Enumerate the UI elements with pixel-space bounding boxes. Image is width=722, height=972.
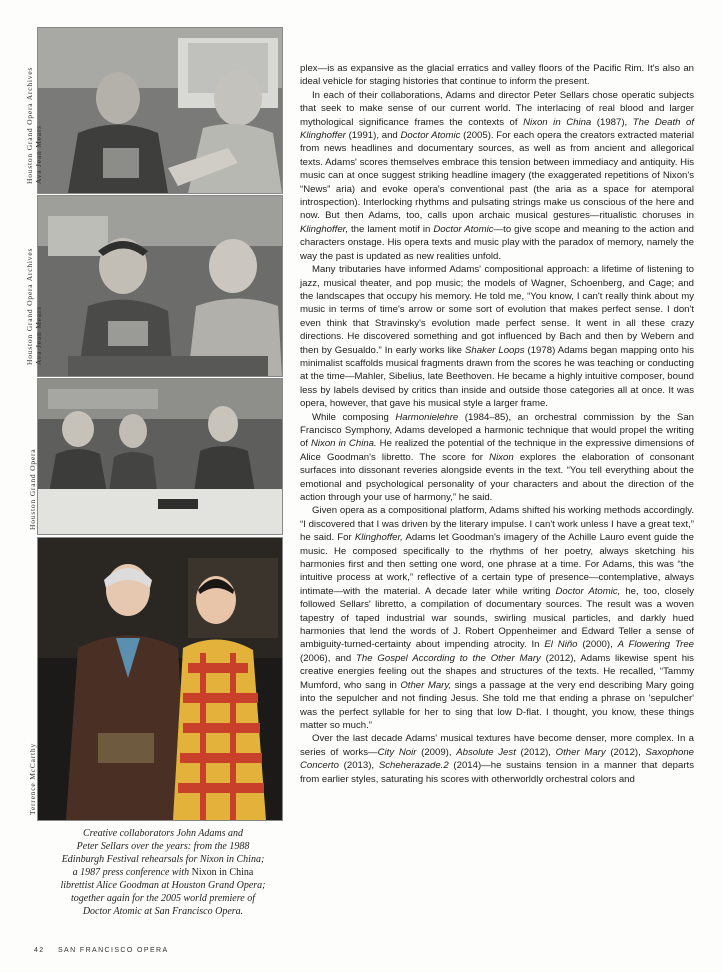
caption-line: Doctor Atomic at San Francisco Opera. [82, 906, 244, 917]
work-title: Shaker Loops [464, 344, 525, 356]
page-number: 42 [34, 947, 45, 954]
photo-press-conference [38, 196, 282, 376]
work-title: Nixon in China. [310, 438, 377, 450]
photo-credit-3: Houston Grand Opera [28, 448, 37, 530]
work-title: Doctor Atomic, [555, 585, 621, 597]
work-title: The Gospel According to the Other Mary [356, 652, 541, 664]
work-title: Saxophone Concerto [300, 746, 695, 772]
paragraph: While composing Harmonielehre (1984–85), an orchestral commission by the San Francisco Symphony, Adams developed a harmonic technique that would propel the writing of Nixon in China. He realized the potential of the technique in the expressive dimensions of Alice Goodman's libretto. The score for Nixon explores the elaboration of consonant surfaces into dissonant reveries alongside events in the text. “You tell everything about the emotional and psychological personality of your characters and about the direction of the action through your use of harmony,” he said. [300, 411, 694, 503]
page-footer [34, 947, 169, 954]
paragraph: Many tributaries have informed Adams' compositional approach: a lifetime of listening to jazz, musical theater, and pop music; the models of Wagner, Schoenberg, and Cage; and the landscapes that occupy his memory. He told me, “You know, I can't really think about my music in terms of time's arrow or some sort of evolution that makes perfect sense. I don't even think that Stravinsky's evolution made perfect sense. It went in all these crazy directions. He discovered something and got influenced by Bach and then by Webern and then by Gesualdo.” In early works like Shaker Loops (1978) Adams began mapping onto his minimalist scaffolds musical fragments drawn from the scores he was teaching or conducting at the time—Mahler, Sibelius, late Beethoven. He became a highly intuitive composer, bound less by labels devised by critics than inside and outside those categories all at once. It was opera, however, that gave his musical style a larger frame. [300, 264, 695, 410]
publication-name: SAN FRANCISCO OPERA [57, 947, 169, 954]
caption-line: a 1987 press conference with Nixon in China [72, 867, 254, 878]
work-title: Other Mary, [400, 679, 452, 691]
work-title: Klinghoffer, [300, 223, 349, 235]
photo-credit-2: Houston Grand Opera Archives Ava Jean Mears [25, 247, 43, 365]
work-title: Doctor Atomic [400, 130, 461, 142]
caption-line: Peter Sellars over the years: from the 1988 [76, 841, 250, 852]
work-title: El Niño [544, 639, 578, 651]
caption-line: Creative collaborators John Adams and [83, 828, 243, 839]
work-title: The Death of Klinghoffer [300, 116, 694, 142]
work-title: Scheherazade.2 [378, 760, 449, 772]
work-title: Nixon in China [523, 116, 592, 128]
photo-edinburgh-rehearsal [38, 28, 282, 193]
work-title: Absolute Jest [456, 746, 516, 758]
paragraph: Over the last decade Adams' musical textures have become denser, more complex. In a series of works—City Noir (2009), Absolute Jest (2012), Other Mary (2012), Saxophone Concerto (2013), Scheherazade.2 (2014)—he sustains tension in a manner that departs from earlier styles, saturating his scores with otherworldly orchestral colors and [300, 733, 695, 785]
paragraph: Given opera as a compositional platform, Adams shifted his working methods accordingly. “I discovered that I was driven by the literary impulse. I can't work unless I have a great text,” he said. For Klinghoffer, Adams let Goodman's imagery of the Achille Lauro event guide the music. He composed specifically to the rhythms of her poetry, always sketching his harmonies first and then setting one word, one phrase at a time. For Adams, this was “the intuitive process at work,” reflective of a certain type of presence—contemplative, always intimate—with the material. A decade later while writing Doctor Atomic, he, too, closely followed Sellars' libretto, a compilation of documentary sources. The result was a woven tapestry of taped industrial war sounds, swirling musical particles, and darkly hued harmonies that lend the words of J. Robert Oppenheimer and Edward Teller a sense of ambiguity-turned-certainty about impending atrocity. In El Niño (2000), A Flowering Tree (2006), and The Gospel According to the Other Mary (2012), Adams likewise spent his creative energies feeling out the shapes and structures of the texts. He recalled, “Tammy Mumford, who sang in Other Mary, sings a passage at the very end describing Mary going into the sepulcher and not finding Jesus. She told me that ending a phrase on 'sepulcher' was the perfect syllable for her to sing that low D-flat. I thought, you know, these things matter so much.” [300, 505, 694, 731]
photo-caption [58, 827, 268, 918]
work-title: Klinghoffer, [354, 532, 403, 544]
paragraph: plex—is as expansive as the glacial erratics and valley floors of the Pacific Rim. It's also an ideal vehicle for staging histories that continue to inform the present. [300, 63, 694, 88]
photo-credit-1: Houston Grand Opera Archives Ava Jean Mears [25, 66, 43, 184]
paragraph: In each of their collaborations, Adams and director Peter Sellars chose operatic subjects that seek to make sense of our current world. The interlacing of real blood and larger mythological significance frames the contexts of Nixon in China (1987), The Death of Klinghoffer (1991), and Doctor Atomic (2005). For each opera the creators extracted material from news headlines and documentary sources, as well as from ancient and allegorical texts. Adams' scores themselves embrace this tension between immediacy and antiquity. His music can at once suggest striking headline imagery (the exaggerated repetitions of Nixon's “News” aria) and evoke opera's conventional past (the aria as a space for atemporal introspection). Interlocking rhythms and pulsating strings make us conscious of the here and now. But then Adams, too, calls upon archaic musical gestures—ritualistic choruses in Klinghoffer, the lament motif in Doctor Atomic—to give scope and meaning to the action and characters onstage. His opera texts and music play with the paradox of memory, namely the way the past is updated as new realities unfold. [300, 89, 695, 262]
caption-line: Edinburgh Festival rehearsals for Nixon in China; [61, 854, 265, 865]
work-title: Nixon [489, 451, 514, 463]
work-title: Doctor Atomic [433, 223, 494, 235]
work-title: Other Mary [555, 746, 606, 758]
photo-houston-press-table [38, 379, 282, 534]
photo-doctor-atomic-premiere [38, 538, 282, 820]
work-title: Harmonielehre [395, 411, 459, 423]
work-title: City Noir [377, 746, 417, 758]
article-body [300, 62, 694, 786]
caption-line: together again for the 2005 world premiere of [71, 893, 255, 904]
work-title: A Flowering Tree [617, 639, 694, 651]
caption-line: librettist Alice Goodman at Houston Grand Opera; [60, 880, 266, 891]
photo-credit-4: Terrence McCarthy [28, 742, 37, 815]
